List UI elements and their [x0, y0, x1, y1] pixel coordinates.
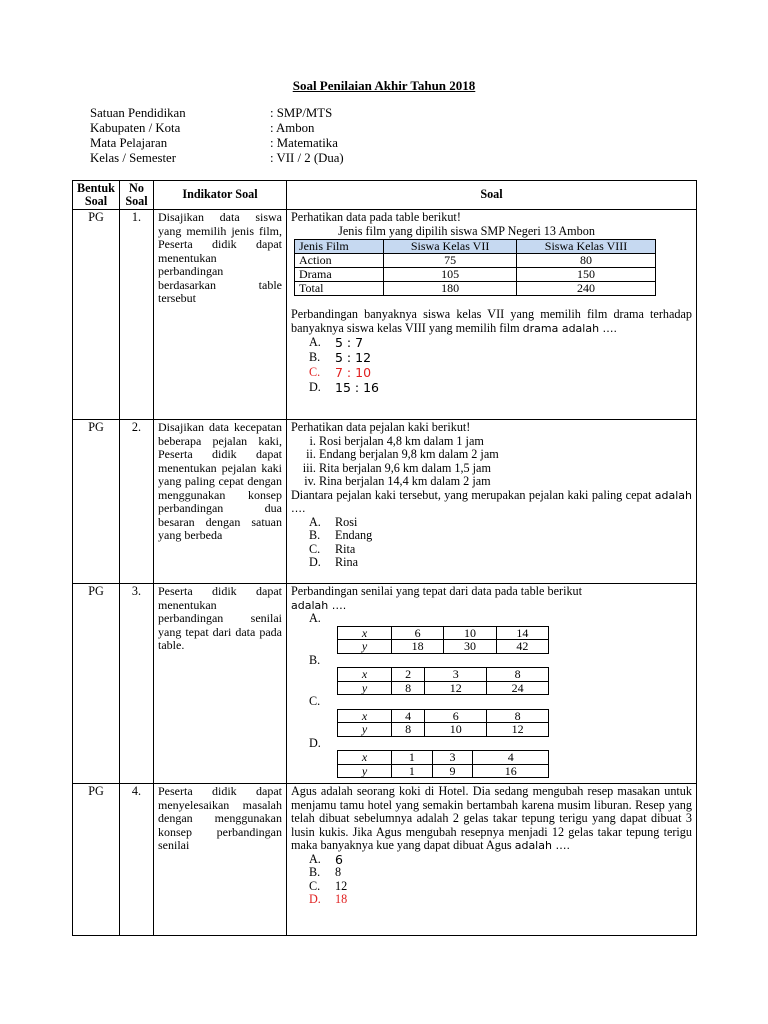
- option-a: [309, 853, 692, 867]
- option-label: C.: [309, 878, 321, 893]
- option-label: C.: [309, 365, 321, 379]
- option-a: [309, 612, 692, 626]
- option-text: 6: [335, 851, 343, 867]
- option-c-correct: [309, 365, 692, 380]
- meta-value: : SMP/MTS: [270, 106, 333, 120]
- y-value: 10: [425, 723, 487, 737]
- y-value: 1: [392, 764, 433, 778]
- film-head-cell: Siswa Kelas VIII: [517, 240, 656, 254]
- list-item: ii. Endang berjalan 9,8 km dalam 2 jam: [319, 448, 692, 462]
- question-body: Diantara pejalan kaki tersebut, yang merupakan pejalan kaki paling cepat: [291, 487, 652, 502]
- bentuk-cell: PG: [73, 210, 120, 420]
- x-value: 6: [425, 709, 487, 723]
- film-head-cell: Jenis Film: [295, 240, 384, 254]
- option-b: [309, 654, 692, 668]
- film-cell: 180: [384, 282, 517, 296]
- option-text: Endang: [335, 528, 373, 542]
- option-c: [309, 695, 692, 709]
- y-value: 8: [392, 681, 425, 695]
- question-text: [291, 585, 692, 612]
- no-cell: 2.: [120, 420, 154, 584]
- meta-value: : VII / 2 (Dua): [270, 151, 344, 165]
- no-cell: 4.: [120, 784, 154, 936]
- option-label: B.: [309, 865, 321, 879]
- y-label: y: [338, 723, 392, 737]
- x-value: 14: [496, 626, 548, 640]
- header-no: No Soal: [120, 181, 154, 210]
- question-row-3: [73, 584, 697, 784]
- film-table-row: [295, 254, 656, 268]
- soal-cell: [287, 584, 697, 784]
- question-intro: Perhatikan data pada table berikut!: [291, 210, 461, 224]
- option-label: A.: [309, 335, 321, 349]
- option-label: D.: [309, 555, 321, 569]
- option-label: D.: [309, 892, 321, 906]
- y-label: y: [338, 681, 392, 695]
- option-label: B.: [309, 528, 321, 542]
- y-value: 42: [496, 640, 548, 654]
- x-label: x: [338, 709, 392, 723]
- meta-row: [90, 106, 344, 121]
- list-item: iv. Rina berjalan 14,4 km dalam 2 jam: [319, 475, 692, 489]
- film-cell: 240: [517, 282, 656, 296]
- soal-cell: [287, 210, 697, 420]
- indikator-cell: Disajikan data kecepatan beberapa pejalan kaki, Peserta didik dapat menentukan pejalan kaki yang paling cepat dengan menggunakan konsep perbandingan dua besaran dengan satuan yang berbeda: [154, 420, 287, 584]
- film-table-header: [295, 240, 656, 254]
- x-label: x: [338, 626, 392, 640]
- list-item: iii. Rita berjalan 9,6 km dalam 1,5 jam: [319, 462, 692, 476]
- indikator-cell: Peserta didik dapat menentukan perbandingan senilai yang tepat dari data pada table.: [154, 584, 287, 784]
- table-caption: Jenis film yang dipilih siswa SMP Negeri 13 Ambon: [338, 223, 595, 238]
- x-value: 10: [444, 626, 496, 640]
- meta-key: Satuan Pendidikan: [90, 106, 186, 120]
- option-d: [309, 380, 692, 395]
- film-cell: 105: [384, 268, 517, 282]
- option-d-table: [337, 750, 549, 778]
- no-cell: 3.: [120, 584, 154, 784]
- indikator-cell: Disajikan data siswa yang memilih jenis film, Peserta didik dapat menentukan perbandingan berdasarkan table tersebut: [154, 210, 287, 420]
- list-item: i. Rosi berjalan 4,8 km dalam 1 jam: [319, 435, 692, 449]
- x-value: 4: [473, 751, 549, 765]
- film-table: [294, 239, 656, 296]
- question-end: adalah ….: [291, 488, 692, 515]
- x-label: x: [338, 751, 392, 765]
- option-text: 15 : 16: [335, 380, 379, 395]
- option-text: 8: [335, 865, 342, 879]
- question-intro: Perhatikan data pejalan kaki berikut!: [291, 420, 471, 434]
- y-label: y: [338, 764, 392, 778]
- option-text: Rita: [335, 541, 356, 556]
- x-value: 6: [392, 626, 444, 640]
- option-text: 5 : 7: [335, 335, 364, 350]
- option-text: 5 : 12: [335, 350, 372, 365]
- y-value: 12: [425, 681, 487, 695]
- answer-options: [309, 335, 692, 395]
- walker-list: [291, 435, 692, 489]
- y-value: 30: [444, 640, 496, 654]
- option-b: [309, 529, 692, 543]
- document-title: Soal Penilaian Akhir Tahun 2018: [292, 78, 476, 93]
- x-value: 3: [432, 751, 473, 765]
- indikator-cell: Peserta didik dapat menyelesaikan masalah dengan menggunakan konsep perbandingan senilai: [154, 784, 287, 936]
- question-body: Agus adalah seorang koki di Hotel. Dia sedang mengubah resep masakan untuk menjamu tamu hotel yang semakin bertambah karena musim liburan. Resep yang telah dibuat sebelumnya adalah 2 gelas takar tepung terigu yang dapat dibuat 3 lusin kukis. Jika Agus mengubah resepnya menjadi 12 gelas takar tepung terigu maka banyaknya kue yang dapat dibuat Agus: [291, 784, 692, 852]
- answer-options: [309, 853, 692, 907]
- y-value: 8: [392, 723, 425, 737]
- y-value: 9: [432, 764, 473, 778]
- answer-options: [309, 516, 692, 570]
- no-cell: 1.: [120, 210, 154, 420]
- film-cell: Action: [295, 254, 384, 268]
- option-b: [309, 866, 692, 880]
- option-d: [309, 737, 692, 751]
- meta-value: : Matematika: [270, 136, 338, 150]
- question-row-1: [73, 210, 697, 420]
- soal-cell: [287, 784, 697, 936]
- question-end: drama adalah ….: [522, 321, 618, 335]
- film-table-row: [295, 282, 656, 296]
- question-text: [291, 308, 692, 335]
- question-body: Perbandingan senilai yang tepat dari data pada table berikut: [291, 584, 583, 598]
- y-value: 16: [473, 764, 549, 778]
- film-cell: 80: [517, 254, 656, 268]
- option-d: [309, 556, 692, 570]
- x-value: 3: [425, 668, 487, 682]
- header-soal: Soal: [287, 181, 697, 210]
- option-label: B.: [309, 652, 321, 667]
- option-label: C.: [309, 694, 321, 708]
- x-value: 8: [487, 668, 549, 682]
- question-end: adalah ….: [291, 598, 347, 612]
- option-a-table: [337, 626, 549, 654]
- document-meta: [90, 106, 344, 166]
- meta-row: [90, 151, 344, 166]
- film-cell: Total: [295, 282, 384, 296]
- x-value: 4: [392, 709, 425, 723]
- option-c: [309, 880, 692, 894]
- film-head-cell: Siswa Kelas VII: [384, 240, 517, 254]
- question-body: Perbandingan banyaknya siswa kelas VII yang memilih film drama terhadap banyaknya siswa kelas VIII yang memilih film: [291, 307, 692, 335]
- x-value: 1: [392, 751, 433, 765]
- option-label: A.: [309, 514, 321, 529]
- bentuk-cell: PG: [73, 584, 120, 784]
- option-text: 7 : 10: [335, 365, 372, 380]
- option-text: 18: [335, 892, 348, 906]
- question-text: [291, 785, 692, 853]
- option-text: Rina: [335, 555, 359, 569]
- x-value: 2: [392, 668, 425, 682]
- bentuk-cell: PG: [73, 784, 120, 936]
- option-b: [309, 350, 692, 365]
- header-bentuk: Bentuk Soal: [73, 181, 120, 210]
- option-label: D.: [309, 380, 321, 394]
- option-label: D.: [309, 735, 321, 750]
- option-c: [309, 543, 692, 557]
- question-row-2: [73, 420, 697, 584]
- option-text: Rosi: [335, 514, 358, 529]
- x-label: x: [338, 668, 392, 682]
- question-text: [291, 489, 692, 516]
- option-a: [309, 516, 692, 530]
- meta-row: [90, 136, 344, 151]
- film-table-row: [295, 268, 656, 282]
- meta-key: Kelas / Semester: [90, 151, 176, 165]
- option-label: A.: [309, 611, 321, 625]
- film-cell: 75: [384, 254, 517, 268]
- option-b-table: [337, 667, 549, 695]
- film-cell: 150: [517, 268, 656, 282]
- option-d-correct: [309, 893, 692, 907]
- header-indikator: Indikator Soal: [154, 181, 287, 210]
- option-text: 12: [335, 878, 348, 893]
- option-a: [309, 335, 692, 350]
- film-cell: Drama: [295, 268, 384, 282]
- option-label: B.: [309, 350, 321, 364]
- y-value: 24: [487, 681, 549, 695]
- question-table: [72, 180, 697, 936]
- option-c-table: [337, 709, 549, 737]
- y-value: 12: [487, 723, 549, 737]
- x-value: 8: [487, 709, 549, 723]
- question-row-4: [73, 784, 697, 936]
- soal-cell: [287, 420, 697, 584]
- y-value: 18: [392, 640, 444, 654]
- question-end: adalah ….: [514, 839, 570, 852]
- y-label: y: [338, 640, 392, 654]
- header-row: [73, 181, 697, 210]
- meta-key: Mata Pelajaran: [90, 136, 168, 150]
- meta-value: : Ambon: [270, 121, 315, 135]
- bentuk-cell: PG: [73, 420, 120, 584]
- option-label: C.: [309, 541, 321, 556]
- meta-row: [90, 121, 344, 136]
- option-label: A.: [309, 851, 321, 866]
- meta-key: Kabupaten / Kota: [90, 121, 181, 135]
